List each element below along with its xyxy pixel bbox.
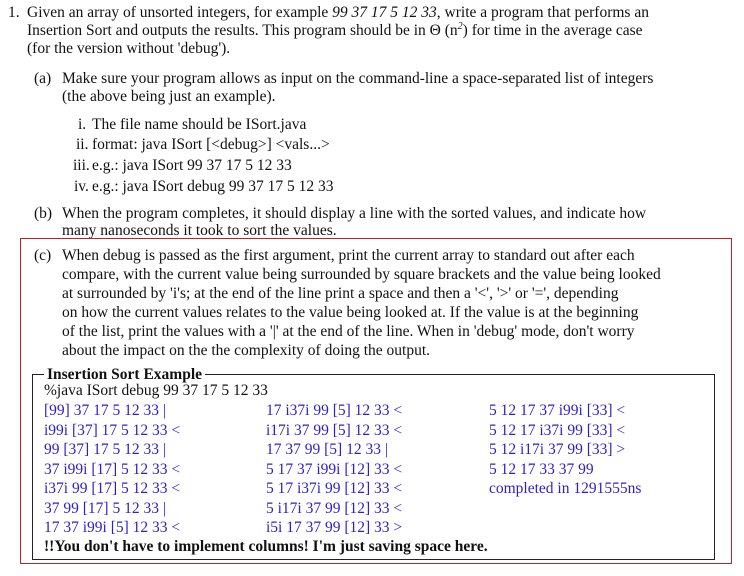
part-c-label: (c) <box>34 247 52 264</box>
part-b-line-2: many nanoseconds it took to sort the values. <box>62 222 337 239</box>
output-line: i5i 17 37 99 [12] 33 > <box>266 519 403 536</box>
output-line: 37 i99i [17] 5 12 33 < <box>44 460 181 478</box>
part-a-line-1: Make sure your program allows as input on the command-line a space-separated list of integers <box>62 70 654 87</box>
example-note: !!You don't have to implement columns! I'm just saving space here. <box>44 538 488 555</box>
part-c-line-5: of the list, print the values with a '|' at the end of the line. When in 'debug' mode, don't worry <box>62 323 635 340</box>
output-line: 5 12 i17i 37 99 [33] > <box>489 441 626 458</box>
output-line: 17 i37i 99 [5] 12 33 < <box>266 402 403 419</box>
output-line: 17 37 i99i [5] 12 33 < <box>44 519 181 536</box>
part-b-line-1: When the program completes, it should display a line with the sorted values, and indicate how <box>62 205 647 222</box>
example-column-1 <box>44 401 180 538</box>
output-line: 5 17 37 i99i [12] 33 < <box>266 460 403 478</box>
part-b-label: (b) <box>34 205 53 222</box>
output-line: 5 12 17 33 37 99 <box>489 460 594 478</box>
example-title: Insertion Sort Example <box>44 366 205 384</box>
output-line: completed in 1291555ns <box>489 480 642 497</box>
part-c-line-2: compare, with the current value being surrounded by square brackets and the value being looked <box>62 266 661 283</box>
item-iv-num: iv. <box>74 178 89 195</box>
item-ii-num: ii. <box>76 136 89 153</box>
item-ii-text: format: java ISort [<debug>] <vals...> <box>92 136 330 153</box>
output-line: 5 12 17 37 i99i [33] < <box>489 402 626 419</box>
item-iii-text: e.g.: java ISort 99 37 17 5 12 33 <box>92 157 292 174</box>
output-line: 17 37 99 [5] 12 33 | <box>266 441 388 458</box>
item-iv-text: e.g.: java ISort debug 99 37 17 5 12 33 <box>92 178 334 195</box>
part-a-line-2: (the above being just an example). <box>62 88 276 105</box>
output-line: 5 17 i37i 99 [12] 33 < <box>266 480 403 497</box>
output-line: 99 [37] 17 5 12 33 | <box>44 441 166 458</box>
part-c-line-6: about the impact on the the complexity of doing the output. <box>62 342 431 359</box>
part-c-line-1: When debug is passed as the first argument, print the current array to standard out after each <box>62 247 635 264</box>
item-i-num: i. <box>78 116 87 133</box>
output-line: i37i 99 [17] 5 12 33 < <box>44 480 181 497</box>
part-c-line-4: on how the current values relates to the value being looked at. If the value is at the beginning <box>62 304 639 321</box>
example-column-2 <box>266 401 402 538</box>
output-line: [99] 37 17 5 12 33 | <box>44 402 166 419</box>
output-line: i99i [37] 17 5 12 33 < <box>44 421 181 439</box>
example-column-3 <box>489 401 641 499</box>
question-number: 1. <box>8 4 20 21</box>
question-line-3: (for the version without 'debug'). <box>27 40 231 57</box>
item-iii-num: iii. <box>73 157 90 174</box>
output-line: i17i 37 99 [5] 12 33 < <box>266 421 403 439</box>
part-c-line-3: at surrounded by 'i's; at the end of the line print a space and then a '<', '>' or '=', depending <box>62 285 619 302</box>
item-i-text: The file name should be ISort.java <box>92 116 307 133</box>
output-line: 5 i17i 37 99 [12] 33 < <box>266 499 403 517</box>
example-command: %java ISort debug 99 37 17 5 12 33 <box>44 382 268 399</box>
output-line: 5 12 17 i37i 99 [33] < <box>489 421 626 439</box>
output-line: 37 99 [17] 5 12 33 | <box>44 499 166 517</box>
part-a-label: (a) <box>34 70 52 87</box>
question-line-1: Given an array of unsorted integers, for example 99 37 17 5 12 33, write a program that performs an <box>27 4 649 21</box>
question-line-2: Insertion Sort and outputs the results. This program should be in Θ $(n^2)$ for time in the average case <box>27 20 643 39</box>
